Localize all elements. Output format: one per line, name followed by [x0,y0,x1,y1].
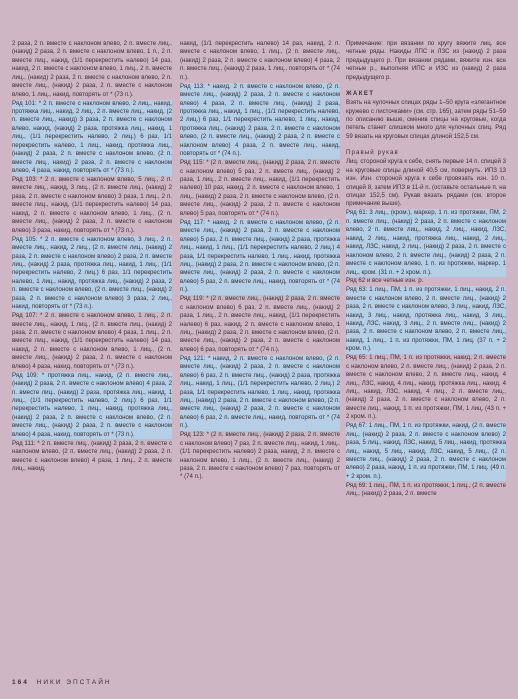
paragraph: Ряд 103: * 2 п. вместе с наклоном влево, 5 лиц., 2 п. вместе лиц., накид, 3 лиц., (2 п. вместе лиц., (накид) 2 раза, 2 п. вместе с наклоном влево) 3 раза, 1 лиц., 2 п. вместе лиц., накид, (1/1 перекрестить налево) 14 раз, накид, 2 п. вместе с наклоном влево, 1 лиц., (2 п. вместе лиц., (накид) 2 раза, 2 п. вместе с наклоном влево) 3 раза, накид, повторять от * (73 п.). [12,176,172,234]
paragraph: Ряд 105: * 2 п. вместе с наклоном влево, 3 лиц., 2 п. вместе лиц., накид, 2 лиц., (2 п. вместе лиц., (накид) 2 раза, 2 п. вместе с наклоном влево) 2 раза, 2 п. вместе лиц., (накид) 2 раза, протяжка лиц., накид, 1 лиц., (1/1 перекрестить налево, 2 лиц.) 6 раз, 1/1 перекрестить налево, 1 лиц., накид, протяжка лиц., (накид) 2 раза, 2 п. вместе с наклоном влево, (2 п. вместе лиц., (накид) 2 раза, 2 п. вместе с наклоном влево) 3 раза, 2 лиц., накид, повторять от * (73 п.). [12,235,172,311]
text-column-right [346,40,506,658]
paragraph: Ряд 119: * (2 п. вместе лиц., (накид) 2 раза, 2 п. вместе с наклоном влево) 6 раз, 2 п. вместе лиц., (накид) 2 раза, 1 лиц., 2 п. вместе лиц., накид, (1/1 перекрестить налево) 6 раз, накид, 2 п. вместе с наклоном влево, 1 лиц., (накид) 2 раза, 2 п. вместе с наклоном влево, (2 п. вместе лиц., (накид) 2 раза, 2 п. вместе с наклоном влево) 6 раз, повторять от * (74 п.). [180,295,340,353]
paragraph: Ряд 113: * накид, 2 п. вместе с наклоном влево, (2 п. вместе лиц., (накид) 2 раза, 2 п. вместе с наклоном влево) 4 раза, 2 п. вместе лиц., (накид) 2 раза, протяжка лиц., накид, 1 лиц., (1/1 перекрестить налево, 2 лиц.) 6 раз, 1/1 перекрестить налево, 1 лиц., накид, протяжка лиц., (накид) 2 раза, 2 п. вместе с наклоном влево, (2 п. вместе лиц., (накид) 2 раза, 2 п. вместе с наклоном влево) 4 раза, 2 п. вместе лиц., накид, повторять от * (74 п.). [180,82,340,158]
paragraph: Ряд 111: * 2 п. вместе лиц., (накид) 2 раза, 2 п. вместе с наклоном влево, (2 п. вместе лиц., (накид) 2 раза, 2 п. вместе с наклоном влево) 4 раза, 1 лиц., 2 п. вместе лиц., накид, [12,439,172,472]
paragraph: Лиц. стороной круга к себе, снять первые 14 п. спицей 3 на круговые спицы длиной 40,5 см, повернуть. ИПЗ 13 изн. Изн. стороной круга к себе провязать изн. 10 п. спицей 8, затем ИПЗ в 11-й п. (оставьте остальные п. на спицах 152,5 см). Рукав вязать рядами (см. второе примечание выше). [346,158,506,208]
paragraph: Ряд 101: * 2 п. вместе с наклоном влево, 2 лиц., накид, протяжка лиц., накид, 2 лиц., 2 п. вместе лиц., накид, (2 п. вместе лиц., накид) 3 раза, 2 п. вместе с наклоном влево, накид, (накид) 2 раза, протяжка лиц., накид, 1 лиц., (1/1 перекрестить налево, 2 лиц.) 6 раз, 1/1 перекрестить налево, 1 лиц., накид, протяжка лиц., (накид) 2 раза, 2 п. вместе с наклоном влево, (2 п. вместе лиц., накид) 2 раза, 2 п. вместе с наклоном влево, 4 раза, накид, повторять от * (73 п.). [12,99,172,175]
note-paragraph: Примечание: при вязании по кругу вяжите лиц. все четные ряды. Накиды ЛПС и ЛЗС из (накид) 2 раза предыдущего р. При вязании рядами, вяжите изн. все четные р., выполняя ИПС и ИЗС из (накид) 2 раза предыдущего р. [346,40,506,81]
text-column-middle [180,40,340,658]
paragraph: Ряд 65: 1 лиц., ПМ, 1 п. из протяжки, накид, 2 п. вместе с наклоном влево, 2 п. вместе лиц., (накид) 2 раза, 2 п. вместе с наклоном влево, 2 п. вместе лиц., накид, 4 лиц., ЛЗС, накид, 4 лиц., накид, протяжка лиц., накид, 4 лиц., накид, ЛЗС, накид, 4 лиц., 2 п. вместе лиц., (накид) 2 раза, 2 п. вместе с наклоном влево, 2 п. вместе лиц., накид, 1 п. из протяжки, ПМ, 1 лиц. (43 п. + 2 кром. п.). [346,354,506,421]
paragraph: Ряд 109: * протяжка лиц., накид, (2 п. вместе лиц., (накид) 2 раза, 2 п. вместе с наклоном влево) 4 раза, 2 п. вместе лиц., (накид) 2 раза, протяжка лиц., накид, 1 лиц., (1/1 перекрестить налево, 2 лиц.) 6 раз, 1/1 перекрестить налево, 1 лиц., накид, протяжка лиц., (накид) 2 раза, 2 п. вместе с наклоном влево, (2 п. вместе лиц., (накид) 2 раза, 2 п. вместе с наклоном влево) 4 раза, накид, повторять от * (73 п.). [12,371,172,438]
paragraph: Ряд 69: 1 лиц., ПМ, 1 п. из протяжки, 1 лиц., (2 п. вместе лиц., (накид) 2 раза, 2 п. вместе [346,481,506,498]
page-footer [12,679,112,686]
paragraph: Ряд 63: 1 лиц., ПМ, 1 п. из протяжки, 1 лиц., накид, 2 п. вместе с наклоном влево, 2 п. вместе лиц., (накид) 2 раза, 2 п. вместе с наклоном влево, 3 лиц., накид, ЛЗС, накид, 3 лиц., накид, протяжка лиц., накид, 3 лиц., накид, ЛЗС, накид, 3 лиц., 2 п. вместе лиц., (накид) 2 раза, 2 п. вместе с наклоном влево, 2 п. вместе лиц., накид, 1 лиц., 1 п. из протяжки, ПМ, 1 лиц. (37 п. + 2 кром. п.). [346,286,506,353]
paragraph: Ряд 67: 1 лиц., ПМ, 1 п. из протяжки, накид, (2 п. вместе лиц., (накид) 2 раза, 2 п. вместе с наклоном влево) 2 раза, 5 лиц., накид, ЛЗС, накид, 5 лиц., накид, протяжка лиц., накид, 5 лиц., накид, ЛЗС, накид, 5 лиц., (2 п. вместе лиц., (накид) 2 раза, 2 п. вместе с наклоном влево) 2 раза, накид, 1 п. из протяжки, ПМ, 1 лиц. (49 п. + 2 кром. п.). [346,422,506,480]
paragraph: Ряд 62 и все четные изн. р. [346,277,424,285]
running-head: НИКИ ЭПСТАЙН [36,679,112,686]
paragraph: Взять на чулочных спицах ряды 1–50 круга «элегантное кружево с листочками» (см. стр. 165), затем ряды 51–59 по описанию выше, сменив спицы на круговые, когда петель станет слишком много для чулочных спиц. Ряд 59 вязать на круговых спицах длиной 152,5 см. [346,99,506,140]
text-column-left [12,40,172,658]
section-title-jacket: ЖАКЕТ [346,90,375,98]
paragraph: Ряд 123: * (2 п. вместе лиц., (накид) 2 раза, 2 п. вместе с наклоном влево) 7 раз, 2 п. вместе лиц., накид, 1 лиц., (1/1 перекрестить налево) 2 раза, накид, 2 п. вместе с наклоном влево, 1 лиц., (2 п. вместе лиц., (накид) 2 раза, 2 п. вместе с наклоном влево) 7 раз, повторять от * (74 п.). [180,431,340,481]
paragraph: накид, (1/1 перекрестить налево) 14 раз, накид, 2 п. вместе с наклоном влево, 1 лиц., (2 п. вместе лиц., (накид) 2 раза, 2 п. вместе с наклоном влево) 4 раза, 2 п. вместе лиц., (накид) 2 раза, 1 лиц., повторять от * (74 п.). [180,40,340,81]
section-title-right-sleeve: Правый рукав [346,149,399,157]
page-number: 164 [12,679,29,686]
paragraph: Ряд 121: * накид, 2 п. вместе с наклоном влево, (2 п. вместе лиц., (накид) 2 раза, 2 п. вместе с наклоном влево) 6 раз, 2 п. вместе лиц., (накид) 2 раза, протяжка лиц., накид, 1 лиц., (1/1 перекрестить налево, 2 лиц.) 2 раза, 1/1 перекрестить налево, 1 лиц., накид, протяжка лиц., (накид) 2 раза, 2 п. вместе с наклоном влево, (2 п. вместе лиц., (накид) 2 раза, 2 п. вместе с наклоном влево) 6 раз, 2 п. вместе лиц., накид, повторять от * (74 п.). [180,354,340,430]
paragraph: 2 раза, 2 п. вместе с наклоном влево, 2 п. вместе лиц., (накид) 2 раза, 2 п. вместе с наклоном влево, 1 п., 2 п. вместе лиц., накид, (1/1 перекрестить налево) 14 раз, накид, 2 п. вместе с наклоном влево, 1 лиц., 2 п. вместе лиц., (накид) 2 раза, 2 п. вместе с наклоном влево, 2 п. вместе лиц., (накид) 2 раза, 2 п. вместе с наклоном влево, 1 лиц., накид, повторять от * (73 п.). [12,40,172,98]
paragraph: Ряд 107: * 2 п. вместе с наклоном влево, 1 лиц., 2 п. вместе лиц., накид, 1 лиц., (2 п. вместе лиц., (накид) 2 раза, 2 п. вместе с наклоном влево) 4 раза, 1 лиц., 2 п. вместе лиц., накид, (1/1 перекрестить налево) 14 раз, накид, 2 п. вместе с наклоном влево, 1 лиц., (2 п. вместе лиц., (накид) 2 раза, 2 п. вместе с наклоном влево) 4 раза, накид, повторять от * (73 п.). [12,312,172,370]
paragraph: Ряд 115: * (2 п. вместе лиц., (накид) 2 раза, 2 п. вместе с наклоном влево) 5 раз, 2 п. вместе лиц., (накид) 2 раза, 1 лиц., 2 п. вместе лиц., накид, (1/1 перекрестить налево) 10 раз, накид, 2 п. вместе с наклоном влево, 1 лиц., (накид) 2 раза, 2 п. вместе с наклоном влево, (2 п. вместе лиц., (накид) 2 раза, 2 п. вместе с наклоном влево) 5 раз, повторять от * (74 п.). [180,159,340,217]
paragraph: Ряд 117: * накид, 2 п. вместе с наклоном влево, (2 п. вместе лиц., (накид) 2 раза, 2 п. вместе с наклоном влево) 5 раз, 2 п. вместе лиц., (накид) 2 раза, протяжка лиц., накид, 1 лиц., (1/1 перекрестить налево, 2 лиц.) 4 раза, 1/1 перекрестить налево, 1 лиц., накид, протяжка лиц., (накид) 2 раза, 2 п. вместе с наклоном влево, (2 п. вместе лиц., (накид) 2 раза, 2 п. вместе с наклоном влево) 5 раз, 2 п. вместе лиц., накид, повторять от * (74 п.). [180,218,340,294]
paragraph: Ряд 61: 3 лиц., (кром.), маркер, 1 п. из протяжки, ПМ, 2 п. вместе лиц., (накид) 2 раза, 2 п. вместе с наклоном влево, 2 п. вместе лиц., накид, 2 лиц., накид, ЛЗС, накид, 2 лиц., накид, протяжка лиц., накид, 2 лиц., накид, ЛЗС, накид, 2 лиц., (накид) 2 раза, 2 п. вместе с наклоном влево, 2 п. вместе лиц., (накид) 2 раза, 2 п. вместе с наклоном влево, 1 п. из протяжки, маркер, 1 лиц., кром. (31 п. + 2 кром. п.). [346,209,506,276]
